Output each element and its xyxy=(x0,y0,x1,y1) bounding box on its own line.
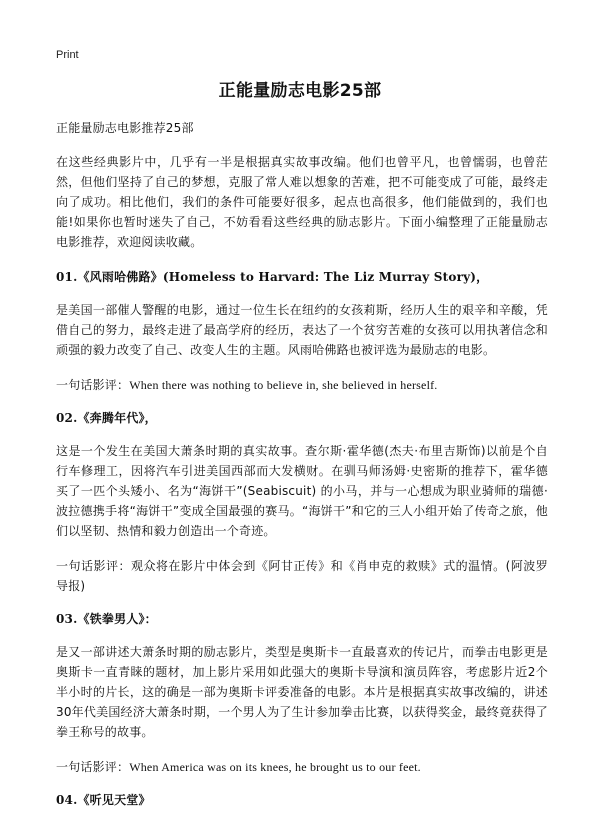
quote-label: 一句话影评： xyxy=(56,760,130,774)
movie-description: 这是一个发生在美国大萧条时期的真实故事。查尔斯·霍华德(杰夫·布里吉斯饰)以前是个自行车修理工，因将汽车引进美国西部而大发横财。在驯马师汤姆·史密斯的推荐下，霍华德买了一匹个头矮小、名为“海饼干”(Seabiscuit) 的小马，并与一心想成为职业骑师的瑞德·波拉德携手将“海饼干”变成全国最强的赛马。“海饼干”和它的三人小组开始了传奇之旅，他们以坚韧、热情和毅力创造出一个奇迹。 xyxy=(56,444,548,538)
article-subtitle: 正能量励志电影推荐25部 xyxy=(56,121,194,135)
quote-label: 一句话影评： xyxy=(56,559,131,573)
quote-label: 一句话影评： xyxy=(56,378,130,392)
quote-text: When America was on its knees, he brought us to our feet. xyxy=(129,760,421,774)
movie-description: 是又一部讲述大萧条时期的励志影片，类型是奥斯卡一直最喜欢的传记片，而拳击电影更是奥斯卡一直青睐的题材，加上影片采用如此强大的奥斯卡导演和演员阵容，考虑影片近2个半小时的片长，这的确是一部为奥斯卡评委准备的电影。本片是根据真实故事改编的，讲述30年代美国经济大萧条时期，一个男人为了生计参加拳击比赛，以获得奖金，最终竟获得了拳王称号的故事。 xyxy=(56,645,548,739)
movie-quote xyxy=(56,556,548,596)
quote-text: 观众将在影片中体会到《阿甘正传》和《肖申克的救赎》式的温情。(阿波罗导报) xyxy=(56,559,548,593)
intro-paragraph: 在这些经典影片中，几乎有一半是根据真实故事改编。他们也曾平凡，也曾懦弱，也曾茫然，但他们坚持了自己的梦想，克服了常人难以想象的苦难，把不可能变成了可能，最终走向了成功。相比他们，我们的条件可能要好很多，起点也高很多，他们能做到的，我们也能!如果你也暂时迷失了自己，不妨看看这些经典的励志影片。下面小编整理了正能量励志电影推荐，欢迎阅读收藏。 xyxy=(56,155,548,249)
movie-entry-01 xyxy=(56,267,548,395)
movie-entry-02 xyxy=(56,408,548,596)
movie-heading: 02.《奔腾年代》， xyxy=(56,411,157,425)
quote-text: When there was nothing to believe in, she believed in herself. xyxy=(129,378,438,392)
print-link[interactable]: Print xyxy=(56,49,79,61)
article-body xyxy=(56,118,548,823)
movie-heading: 01.《风雨哈佛路》(Homeless to Harvard: The Liz Murray Story)， xyxy=(56,270,489,284)
movie-heading: 04.《听见天堂》 xyxy=(56,793,151,807)
movie-description: 是美国一部催人警醒的电影，通过一位生长在纽约的女孩莉斯，经历人生的艰辛和辛酸，凭借自己的努力，最终走进了最高学府的经历，表达了一个贫穷苦难的女孩可以用执著信念和顽强的毅力改变了自己、改变人生的主题。风雨哈佛路也被评选为最励志的电影。 xyxy=(56,303,548,357)
movie-entry-03 xyxy=(56,609,548,777)
movie-quote xyxy=(56,757,548,777)
movie-entry-04 xyxy=(56,790,548,810)
movie-quote xyxy=(56,375,548,395)
page-title: 正能量励志电影25部 xyxy=(218,81,382,101)
movie-heading: 03.《铁拳男人》： xyxy=(56,612,157,626)
